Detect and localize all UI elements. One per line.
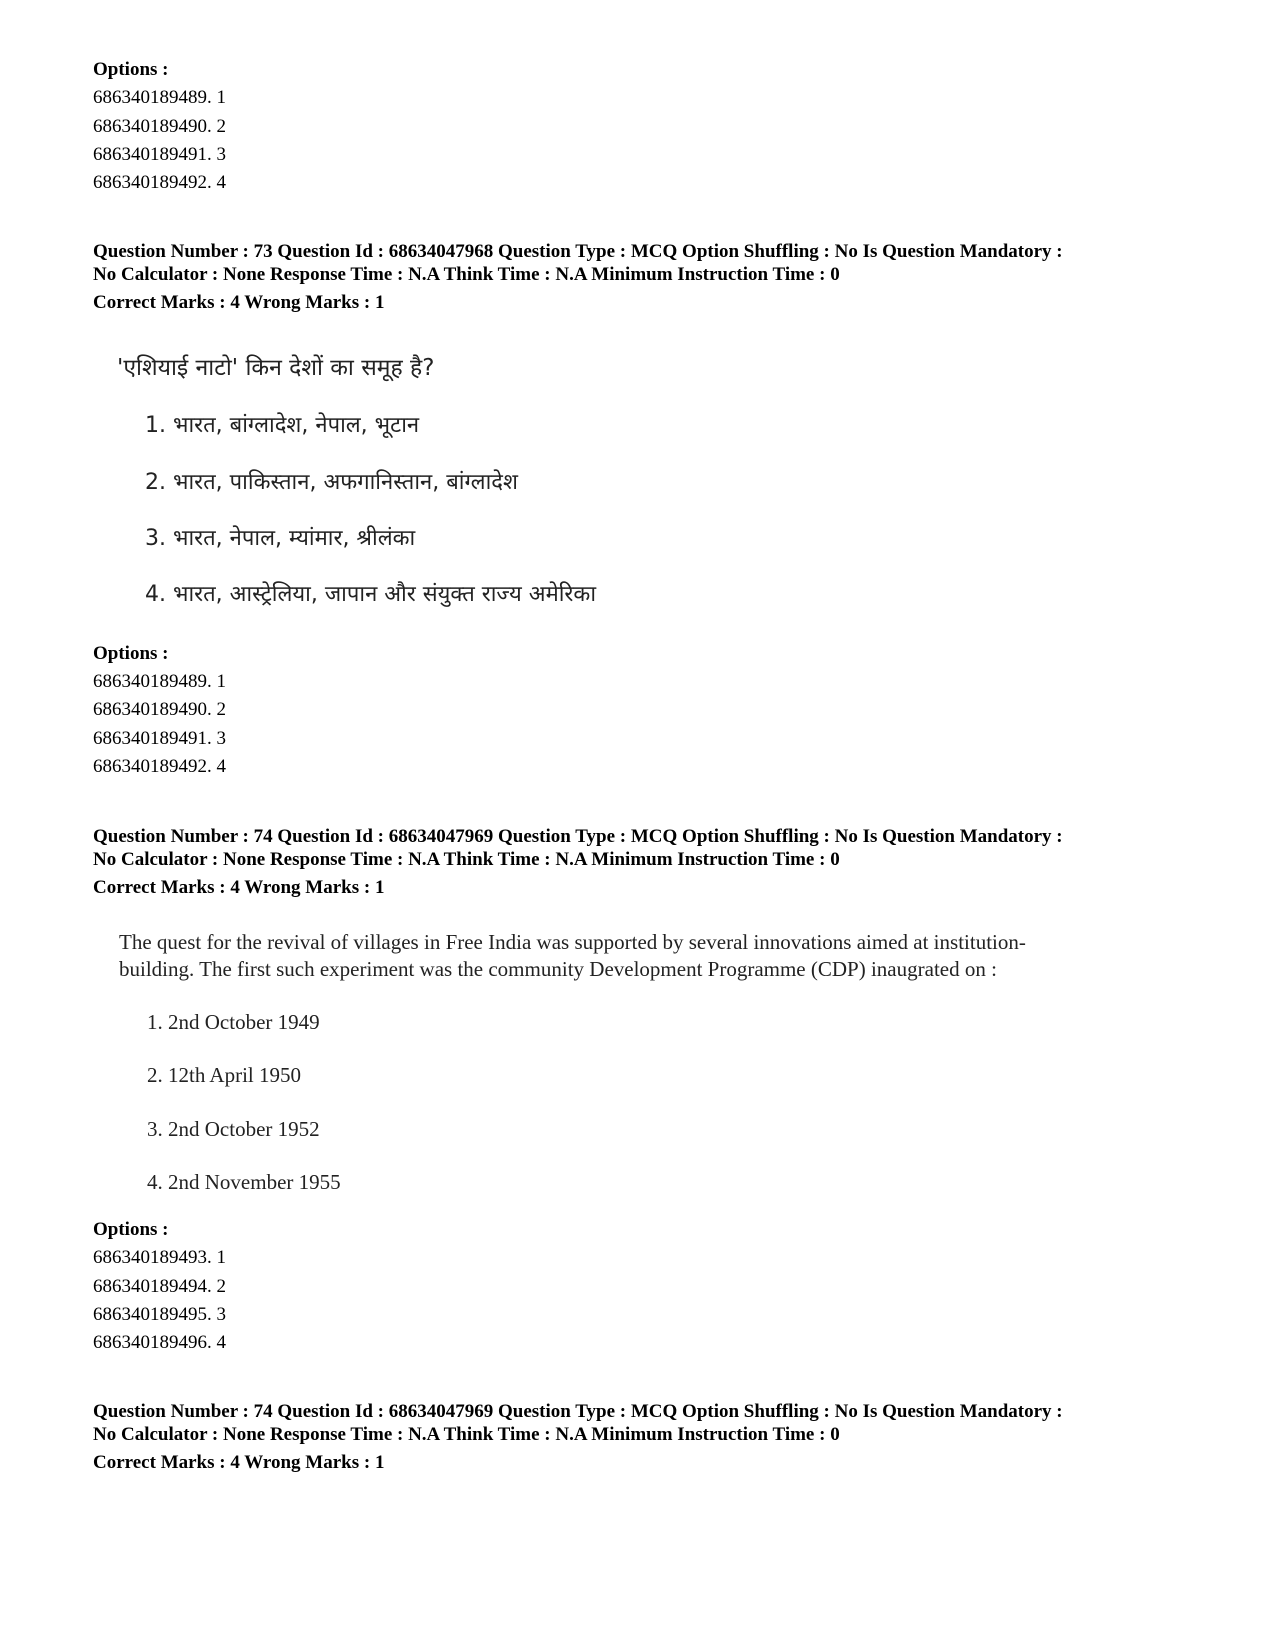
question-meta-line: Question Number : 74 Question Id : 68634047969 Question Type : MCQ Option Shuffling : No Is Question Mandatory : <box>93 1401 1063 1422</box>
answer-choice: 4. 2nd November 1955 <box>147 1170 341 1194</box>
option-line: 686340189496. 4 <box>93 1332 226 1353</box>
option-line: 686340189491. 3 <box>93 144 226 165</box>
option-line: 686340189493. 1 <box>93 1247 226 1268</box>
answer-choice: 3. भारत, नेपाल, म्यांमार, श्रीलंका <box>145 526 416 551</box>
option-line: 686340189494. 2 <box>93 1276 226 1297</box>
marks-line: Correct Marks : 4 Wrong Marks : 1 <box>93 292 385 313</box>
question-text-line: The quest for the revival of villages in Free India was supported by several innovations aimed at institution- <box>119 930 1026 954</box>
marks-line: Correct Marks : 4 Wrong Marks : 1 <box>93 877 385 898</box>
answer-choice: 1. भारत, बांग्लादेश, नेपाल, भूटान <box>145 413 420 438</box>
option-line: 686340189489. 1 <box>93 671 226 692</box>
question-meta-line: No Calculator : None Response Time : N.A Think Time : N.A Minimum Instruction Time : 0 <box>93 264 840 285</box>
answer-choice: 2. भारत, पाकिस्तान, अफगानिस्तान, बांग्लादेश <box>145 470 518 495</box>
question-meta-line: Question Number : 74 Question Id : 68634047969 Question Type : MCQ Option Shuffling : No Is Question Mandatory : <box>93 826 1063 847</box>
question-meta-line: No Calculator : None Response Time : N.A Think Time : N.A Minimum Instruction Time : 0 <box>93 1424 840 1445</box>
answer-choice: 2. 12th April 1950 <box>147 1063 302 1087</box>
answer-choice: 1. 2nd October 1949 <box>147 1010 320 1034</box>
question-text-line: building. The first such experiment was the community Development Programme (CDP) inaugrated on : <box>119 957 997 981</box>
marks-line: Correct Marks : 4 Wrong Marks : 1 <box>93 1452 385 1473</box>
options-label: Options : <box>93 1219 169 1240</box>
question-meta-line: No Calculator : None Response Time : N.A Think Time : N.A Minimum Instruction Time : 0 <box>93 849 840 870</box>
option-line: 686340189495. 3 <box>93 1304 226 1325</box>
answer-choice: 4. भारत, आस्ट्रेलिया, जापान और संयुक्त राज्य अमेरिका <box>145 582 597 607</box>
option-line: 686340189490. 2 <box>93 116 226 137</box>
option-line: 686340189489. 1 <box>93 87 226 108</box>
question-meta-line: Question Number : 73 Question Id : 68634047968 Question Type : MCQ Option Shuffling : No Is Question Mandatory : <box>93 241 1063 262</box>
question-text: 'एशियाई नाटो' किन देशों का समूह है? <box>117 355 435 381</box>
option-line: 686340189492. 4 <box>93 756 226 777</box>
option-line: 686340189490. 2 <box>93 699 226 720</box>
option-line: 686340189491. 3 <box>93 728 226 749</box>
option-line: 686340189492. 4 <box>93 172 226 193</box>
answer-choice: 3. 2nd October 1952 <box>147 1117 320 1141</box>
options-label: Options : <box>93 643 169 664</box>
options-label: Options : <box>93 59 169 80</box>
